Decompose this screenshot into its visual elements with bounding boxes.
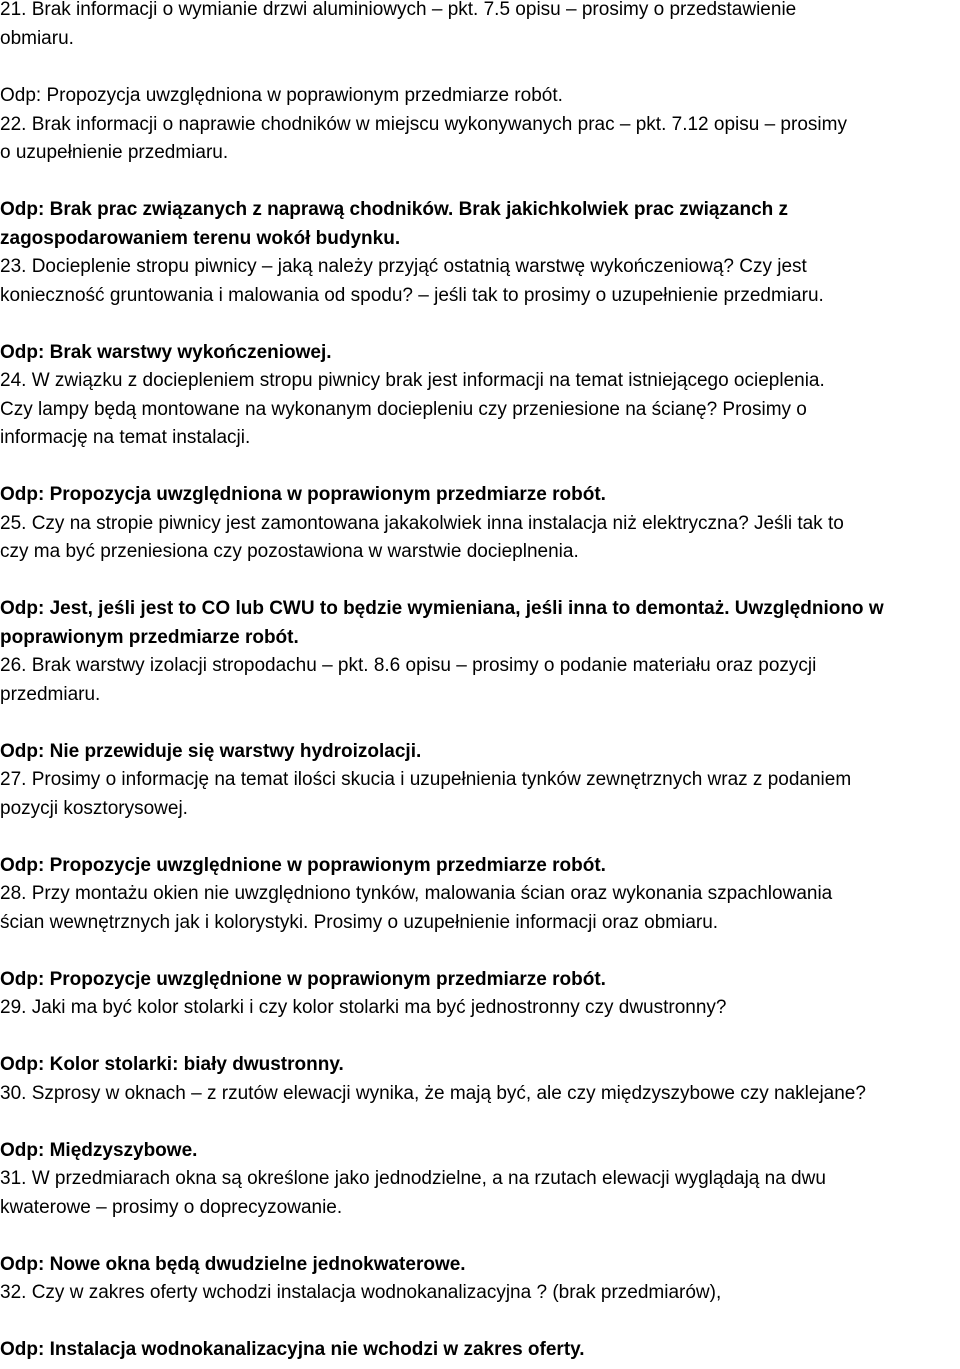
a28-answer: Odp: Propozycje uwzględnione w poprawionym przedmiarze robót. <box>0 969 606 990</box>
q21-line-2: obmiaru. <box>0 28 74 49</box>
a23-answer: Odp: Brak warstwy wykończeniowej. <box>0 342 332 363</box>
q29-line-1: 29. Jaki ma być kolor stolarki i czy kolor stolarki ma być jednostronny czy dwustronny? <box>0 997 727 1018</box>
q31-line-1: 31. W przedmiarach okna są określone jako jednodzielne, a na rzutach elewacji wyglądają na dwu <box>0 1168 826 1189</box>
a30-answer: Odp: Międzyszybowe. <box>0 1140 198 1161</box>
a22-answer-line-2: zagospodarowaniem terenu wokół budynku. <box>0 228 401 249</box>
q22-line-2: o uzupełnienie przedmiaru. <box>0 142 229 163</box>
q26-line-1: 26. Brak warstwy izolacji stropodachu – pkt. 8.6 opisu – prosimy o podanie materiału oraz pozycji <box>0 655 817 676</box>
q24-line-2: Czy lampy będą montowane na wykonanym dociepleniu czy przeniesione na ścianę? Prosimy o <box>0 399 807 420</box>
q25-line-1: 25. Czy na stropie piwnicy jest zamontowana jakakolwiek inna instalacja niż elektryczna? Jeśli tak to <box>0 513 844 534</box>
q27-line-2: pozycji kosztorysowej. <box>0 798 188 819</box>
q32-line-1: 32. Czy w zakres oferty wchodzi instalacja wodnokanalizacyjna ? (brak przedmiarów), <box>0 1282 722 1303</box>
a21-answer: Odp: Propozycja uwzględniona w poprawionym przedmiarze robót. <box>0 85 563 106</box>
a26-answer: Odp: Nie przewiduje się warstwy hydroizolacji. <box>0 741 422 762</box>
a25-answer-line-2: poprawionym przedmiarze robót. <box>0 627 299 648</box>
q21-line-1: 21. Brak informacji o wymianie drzwi aluminiowych – pkt. 7.5 opisu – prosimy o przedstawienie <box>0 0 797 20</box>
q23-line-2: konieczność gruntowania i malowania od spodu? – jeśli tak to prosimy o uzupełnienie przedmiaru. <box>0 285 824 306</box>
q24-line-3: informację na temat instalacji. <box>0 427 251 448</box>
q23-line-1: 23. Docieplenie stropu piwnicy – jaką należy przyjąć ostatnią warstwę wykończeniową? Czy jest <box>0 256 807 277</box>
q28-line-2: ścian wewnętrznych jak i kolorystyki. Prosimy o uzupełnienie informacji oraz obmiaru. <box>0 912 719 933</box>
q31-line-2: kwaterowe – prosimy o doprecyzowanie. <box>0 1197 343 1218</box>
q25-line-2: czy ma być przeniesiona czy pozostawiona w warstwie docieplnenia. <box>0 541 579 562</box>
q26-line-2: przedmiaru. <box>0 684 101 705</box>
a22-answer-line-1: Odp: Brak prac związanych z naprawą chodników. Brak jakichkolwiek prac związanch z <box>0 199 789 220</box>
a27-answer: Odp: Propozycje uwzględnione w poprawionym przedmiarze robót. <box>0 855 606 876</box>
a29-answer: Odp: Kolor stolarki: biały dwustronny. <box>0 1054 344 1075</box>
a25-answer-line-1: Odp: Jest, jeśli jest to CO lub CWU to będzie wymieniana, jeśli inna to demontaż. Uwzględniono w <box>0 598 884 619</box>
q27-line-1: 27. Prosimy o informację na temat ilości skucia i uzupełnienia tynków zewnętrznych wraz z podaniem <box>0 769 852 790</box>
q30-line-1: 30. Szprosy w oknach – z rzutów elewacji wynika, że mają być, ale czy międzyszybowe czy naklejane? <box>0 1083 866 1104</box>
q28-line-1: 28. Przy montażu okien nie uwzględniono tynków, malowania ścian oraz wykonania szpachlowania <box>0 883 833 904</box>
q24-line-1: 24. W związku z dociepleniem stropu piwnicy brak jest informacji na temat istniejącego ocieplenia. <box>0 370 825 391</box>
a31-answer: Odp: Nowe okna będą dwudzielne jednokwaterowe. <box>0 1254 466 1275</box>
a32-answer: Odp: Instalacja wodnokanalizacyjna nie wchodzi w zakres oferty. <box>0 1339 585 1360</box>
q22-line-1: 22. Brak informacji o naprawie chodników w miejscu wykonywanych prac – pkt. 7.12 opisu – prosimy <box>0 114 847 135</box>
a24-answer: Odp: Propozycja uwzględniona w poprawionym przedmiarze robót. <box>0 484 606 505</box>
